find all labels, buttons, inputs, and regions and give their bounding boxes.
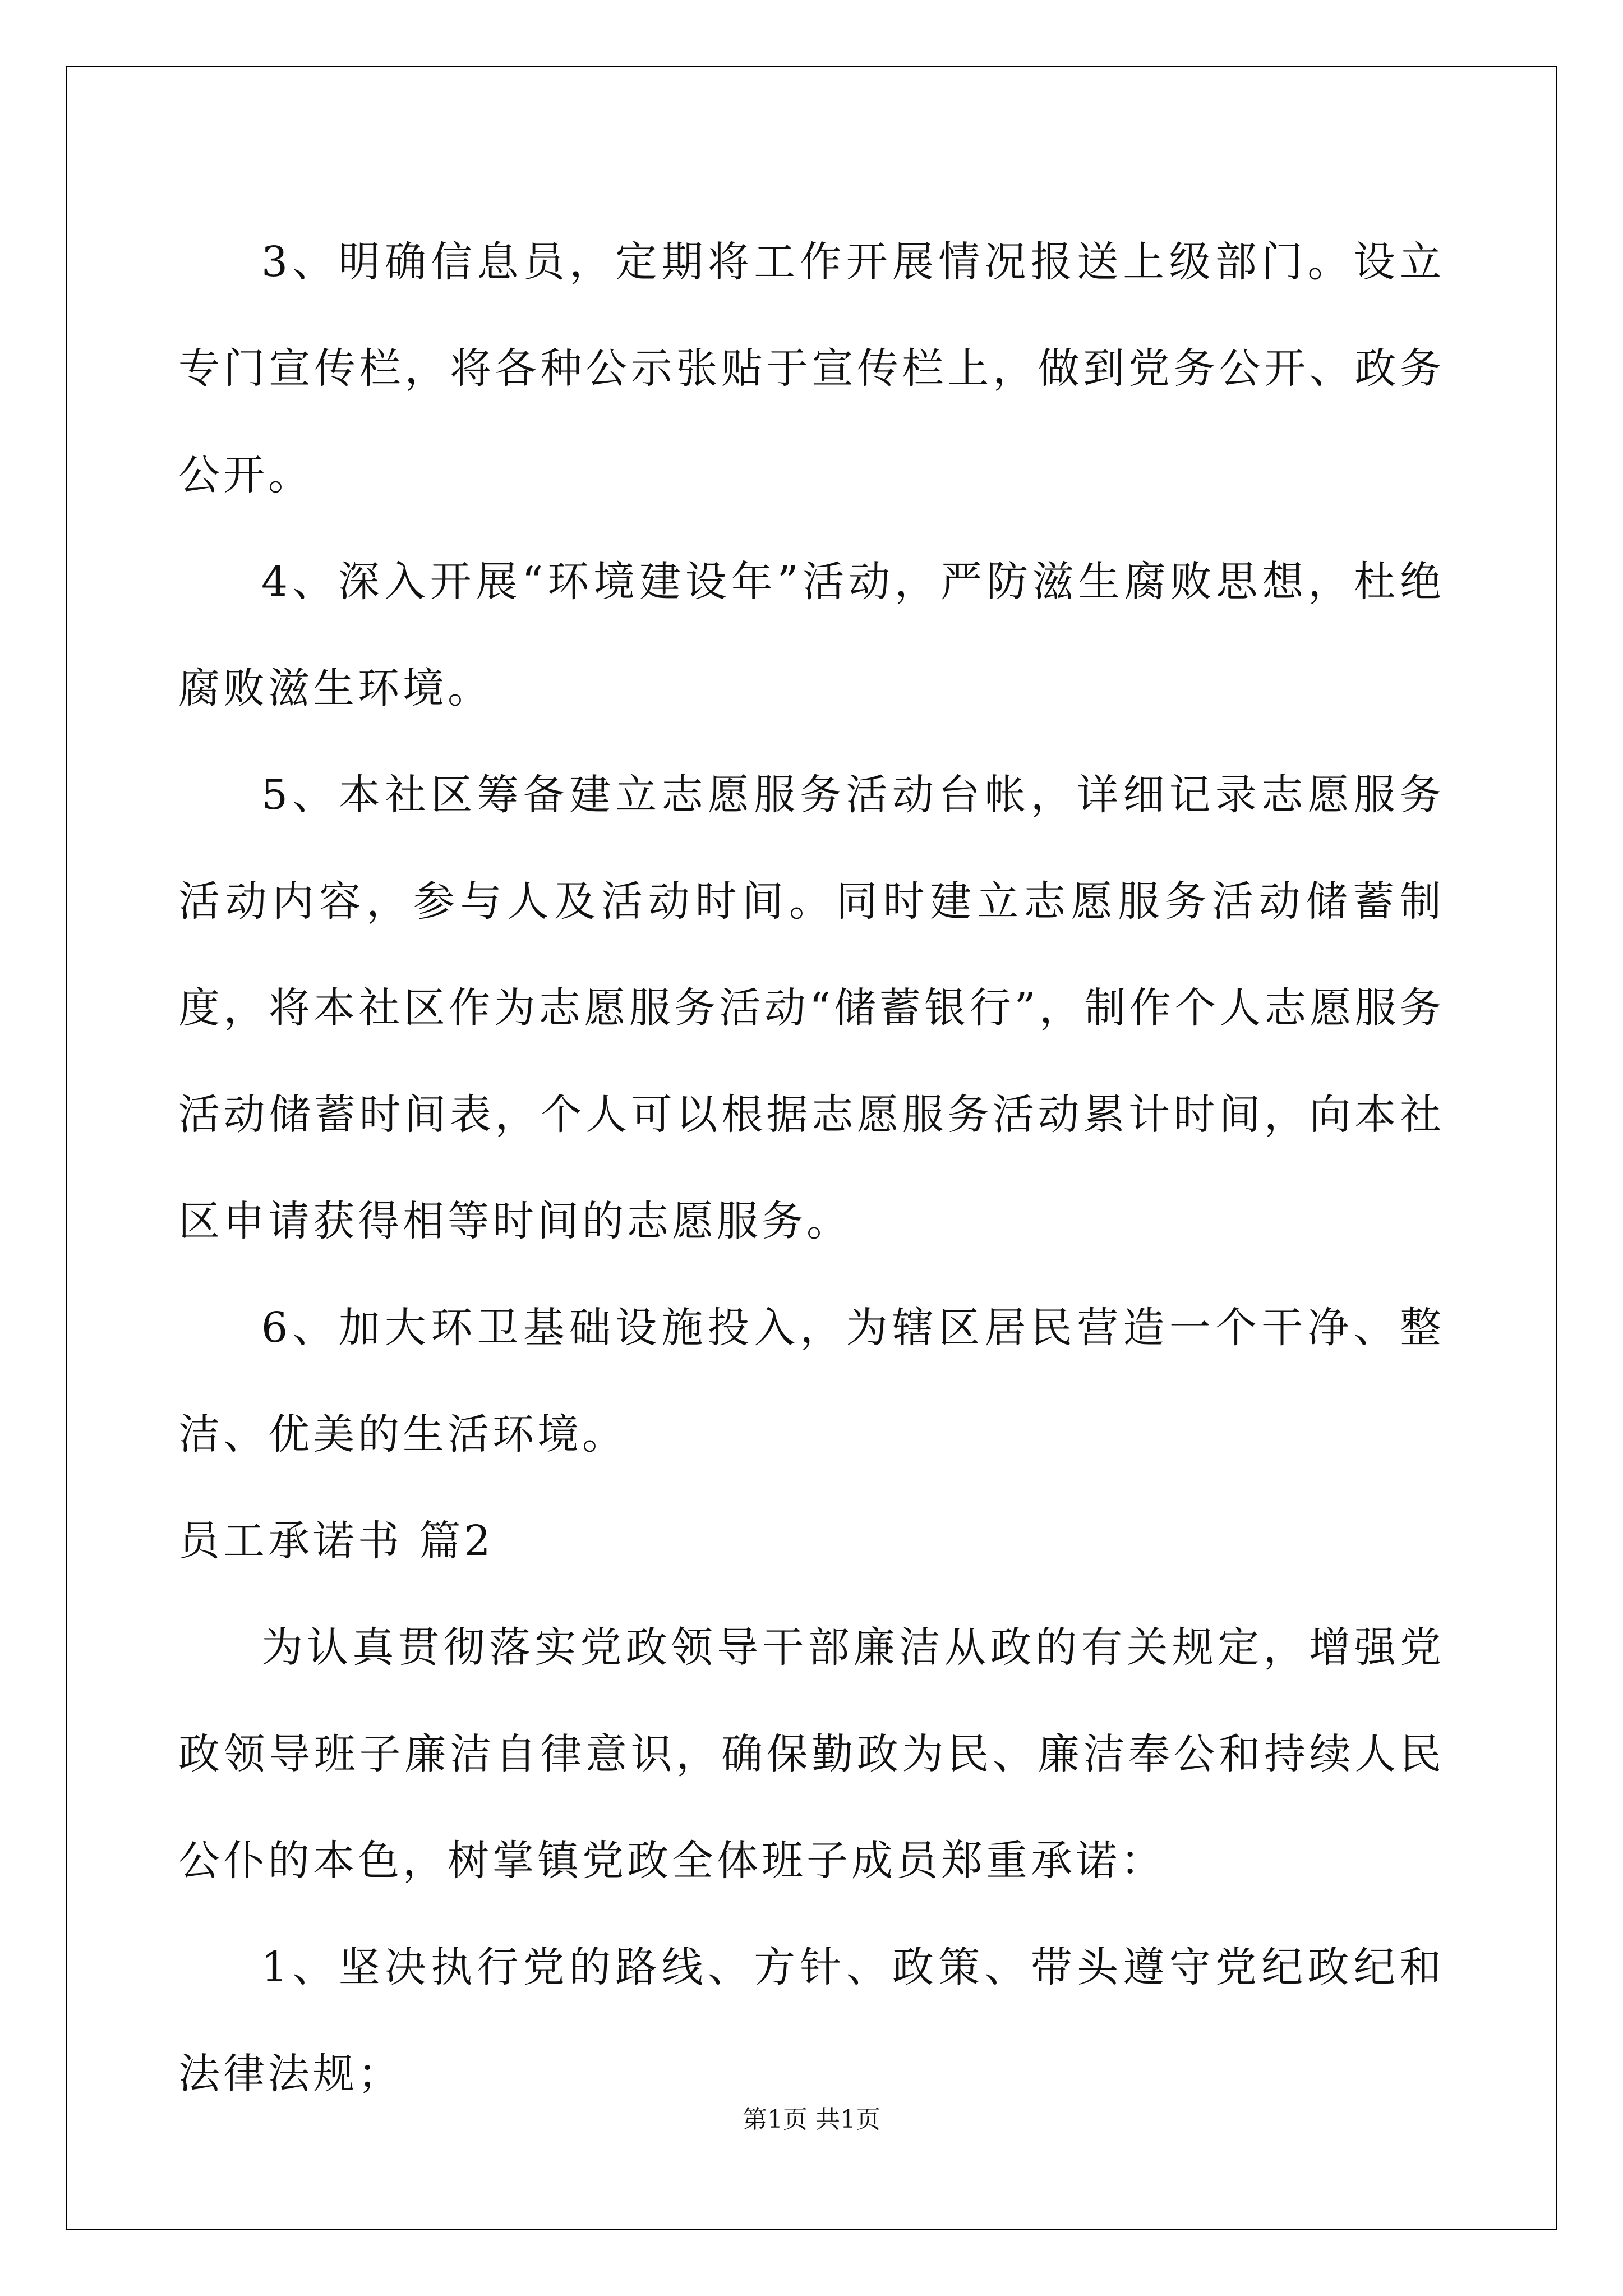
document-body: [178, 209, 1445, 2127]
paragraph-item-6: 6、加大环卫基础设施投入，为辖区居民营造一个干净、整洁、优美的生活环境。: [178, 1304, 1445, 1458]
intro-paragraph: 为认真贯彻落实党政领导干部廉洁从政的有关规定，增强党政领导班子廉洁自律意识，确保勤政为民、廉洁奉公和持续人民公仆的本色，树掌镇党政全体班子成员郑重承诺：: [178, 1623, 1445, 1885]
page-footer: 第1页 共1页: [743, 2105, 880, 2134]
section-heading: 员工承诺书 篇2: [178, 1517, 494, 1565]
paragraph-item-3: 3、明确信息员，定期将工作开展情况报送上级部门。设立专门宣传栏，将各种公示张贴于宣传栏上，做到党务公开、政务公开。: [178, 238, 1445, 499]
paragraph-item-5: 5、本社区筹备建立志愿服务活动台帐，详细记录志愿服务活动内容，参与人及活动时间。同时建立志愿服务活动储蓄制度，将本社区作为志愿服务活动“储蓄银行”，制作个人志愿服务活动储蓄时间表，个人可以根据志愿服务活动累计时间，向本社区申请获得相等时间的志愿服务。: [178, 771, 1445, 1245]
commitment-item-1: 1、坚决执行党的路线、方针、政策、带头遵守党纪政纪和法律法规；: [178, 1943, 1445, 2098]
paragraph-item-4: 4、深入开展“环境建设年”活动，严防滋生腐败思想，杜绝腐败滋生环境。: [178, 558, 1445, 712]
